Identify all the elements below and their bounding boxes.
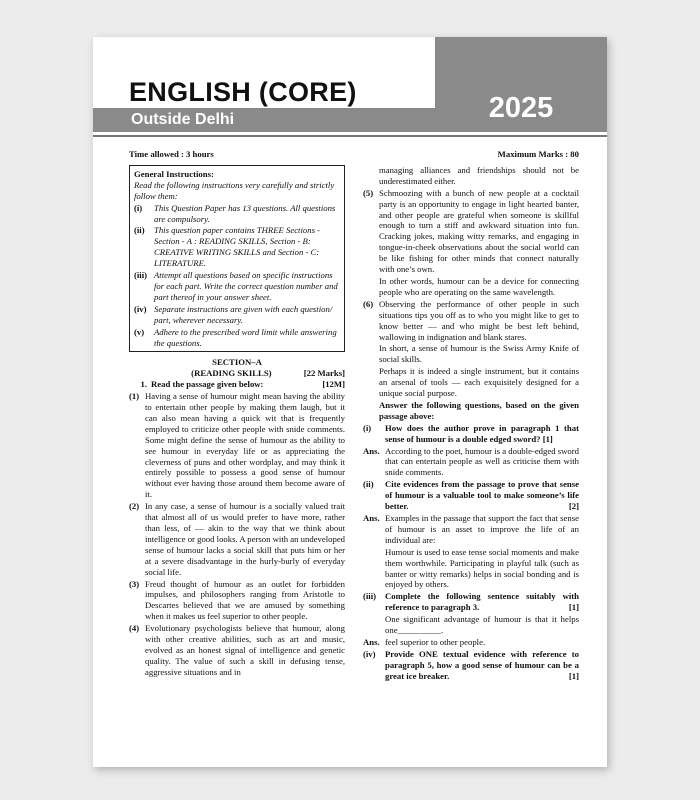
time-allowed: Time allowed : 3 hours <box>129 149 214 159</box>
paragraph-text: Evolutionary psychologists believe that humour, along with other creative abilities, such as art and music, evolved as an honest signal of intelligence and genetic quality. The value of such a skill in defusing tense, aggressive situations and in <box>145 623 345 677</box>
sub-question-text: Provide ONE textual evidence with reference to paragraph 5, how a good sense of humour can be a great ice breaker. [1] <box>385 648 579 681</box>
instruction-item <box>134 225 340 269</box>
time-row <box>129 149 345 160</box>
sub-question-marks: [2] <box>568 501 579 512</box>
sub-question <box>363 649 579 682</box>
paragraph-text: In any case, a sense of humour is a socially valued trait that almost all of us would prefer to have more, rather than less, of — akin to the way that we think about intelligence or good looks. A person with an undeveloped sense of humour lacks a social skill that puts him or her at a severe disadvantage in the hurly-burly of everyday social life. <box>145 501 346 577</box>
general-instructions-box <box>129 165 345 353</box>
passage-paragraph <box>129 501 345 577</box>
question-marks: [12M] <box>322 379 345 390</box>
passage-paragraph <box>363 299 579 343</box>
sub-question-number: (iii) <box>363 591 377 602</box>
instruction-item <box>134 203 340 225</box>
instruction-number: (ii) <box>134 225 145 236</box>
instruction-text: Adhere to the prescribed word limit while answering the questions. <box>154 326 337 348</box>
paragraph-number: (4) <box>129 623 140 634</box>
sub-question <box>363 423 579 445</box>
title-block <box>93 37 607 137</box>
sub-question-number: (iv) <box>363 648 376 659</box>
passage-paragraph <box>129 391 345 500</box>
answer-continuation: Humour is used to ease tense social moments and make them worthwhile. Participating in playful talk (such as banter or witty remarks) helps in social bonding and is enjoyed by others. <box>385 546 579 590</box>
instruction-item <box>134 270 340 303</box>
paragraph-text: Observing the performance of other people in such situations tips you off as to who you might like to get to know better — and who might be best left behind, wallowing in indignation and blank stares. <box>379 298 579 342</box>
sub-question-text: Cite evidences from the passage to prove that sense of humour is a valuable tool to make someone’s life better. [2] <box>385 479 579 512</box>
sub-question-text: How does the author prove in paragraph 1 that sense of humour is a double edged sword? [1] <box>385 422 579 444</box>
book-page <box>93 37 607 767</box>
answer-text: Examples in the passage that support the fact that sense of humour is an asset to improve the life of an individual are: <box>385 513 579 545</box>
answer <box>363 446 579 479</box>
passage-continuation: managing alliances and friendships should not be underestimated either. <box>379 164 579 186</box>
sub-question-marks: [1] <box>568 602 579 613</box>
header-divider <box>93 135 607 137</box>
passage-continuation: In other words, humour can be a device for connecting people who are operating on the same wavelength. <box>379 275 579 297</box>
year-box <box>435 37 607 132</box>
answer-label: Ans. <box>363 636 380 647</box>
right-column <box>363 149 579 682</box>
question-text: Read the passage given below: <box>151 379 264 390</box>
section-subtitle-row <box>129 368 345 379</box>
answer-text: feel superior to other people. <box>385 636 486 647</box>
left-column <box>129 149 345 678</box>
paragraph-text: Freud thought of humour as an outlet for forbidden impulses, and philosophers ranging from Aristotle to Descartes believed that we are amused by something when it makes us feel superior to other people. <box>145 578 345 622</box>
paragraph-number: (3) <box>129 578 140 589</box>
page-subtitle: Outside Delhi <box>131 111 235 128</box>
sentence-completion-prompt: One significant advantage of humour is that it helps one__________. <box>385 614 579 636</box>
instruction-number: (iv) <box>134 303 147 314</box>
section-title: SECTION–A <box>212 357 262 368</box>
instruction-text: Separate instructions are given with each question/ part, wherever necessary. <box>154 303 333 325</box>
question-number: 1. <box>140 379 147 390</box>
paragraph-number: (5) <box>363 187 374 198</box>
instructions-intro: Read the following instructions very carefully and strictly follow them: <box>134 179 335 201</box>
sub-question-marks: [1] <box>568 670 579 681</box>
passage-paragraph <box>363 188 579 275</box>
sub-question-number: (ii) <box>363 479 374 490</box>
instruction-number: (v) <box>134 326 145 337</box>
sub-question-number: (i) <box>363 422 372 433</box>
instruction-item <box>134 304 340 326</box>
paragraph-number: (1) <box>129 391 140 402</box>
sub-question <box>363 591 579 613</box>
instruction-text: This question paper contains THREE Sections - Section - A : READING SKILLS, Section - B: CREATIVE WRITING SKILLS and Section - C: LITERATURE. <box>154 225 321 269</box>
instruction-text: Attempt all questions based on specific instructions for each part. Write the correct question number and part thereof in your answer sheet. <box>154 270 338 302</box>
paragraph-text: Schmoozing with a bunch of new people at a cocktail party is an opportunity to engage in light hearted banter, and other people are grateful when someone is skillful enough to turn a stiff and awkward situation into fun. Cracking jokes, making witty remarks, and engaging in tongue-in-cheek observations about the social world can be like fishing for other minds that connect naturally with one’s own. <box>379 187 579 275</box>
sub-question-marks: [1] <box>542 433 553 444</box>
passage-paragraph <box>129 579 345 623</box>
section-subtitle: (READING SKILLS) <box>191 368 272 379</box>
answer <box>363 513 579 546</box>
page-title: ENGLISH (CORE) <box>129 77 357 107</box>
sub-question-text: Complete the following sentence suitably with reference to paragraph 3. [1] <box>385 591 579 613</box>
section-marks: [22 Marks] <box>303 368 345 379</box>
passage-paragraph <box>129 623 345 678</box>
maximum-marks: Maximum Marks : 80 <box>497 149 579 159</box>
instructions-title: General Instructions: <box>134 168 214 179</box>
answer-text: According to the poet, humour is a double-edged sword that can entertain people as well as criticise them with snide comments. <box>385 445 579 478</box>
passage-continuation: In short, a sense of humour is the Swiss Army Knife of social skills. <box>379 343 579 365</box>
paragraph-number: (6) <box>363 298 374 309</box>
passage-continuation: Perhaps it is indeed a single instrument, but it contains an arsenal of tools — each exquisitely designed for a unique social purpose. <box>379 366 579 399</box>
answer <box>363 637 579 648</box>
instruction-text: This Question Paper has 13 questions. All questions are compulsory. <box>154 202 336 224</box>
answer-instructions: Answer the following questions, based on the given passage above: <box>379 399 579 421</box>
answer-label: Ans. <box>363 445 380 456</box>
sub-question <box>363 479 579 512</box>
question-1-heading <box>129 379 345 390</box>
paragraph-text: Having a sense of humour might mean having the ability to entertain other people by making them laugh, but it can also mean having a quick wit that is frequently employed to criticize other people with snide comments. Some might define the sense of humour as the ability to see humour in everyday life or as appreciating the cleverness of puns and other wordplay, and may think it entirely possible to possess a good sense of humour without ever having those around them become aware of it. <box>145 391 345 500</box>
marks-row <box>363 149 579 160</box>
instruction-item <box>134 327 340 349</box>
year-label: 2025 <box>488 92 554 124</box>
instruction-number: (i) <box>134 202 143 213</box>
paragraph-number: (2) <box>129 501 140 512</box>
answer-label: Ans. <box>363 513 380 523</box>
instruction-number: (iii) <box>134 270 148 281</box>
